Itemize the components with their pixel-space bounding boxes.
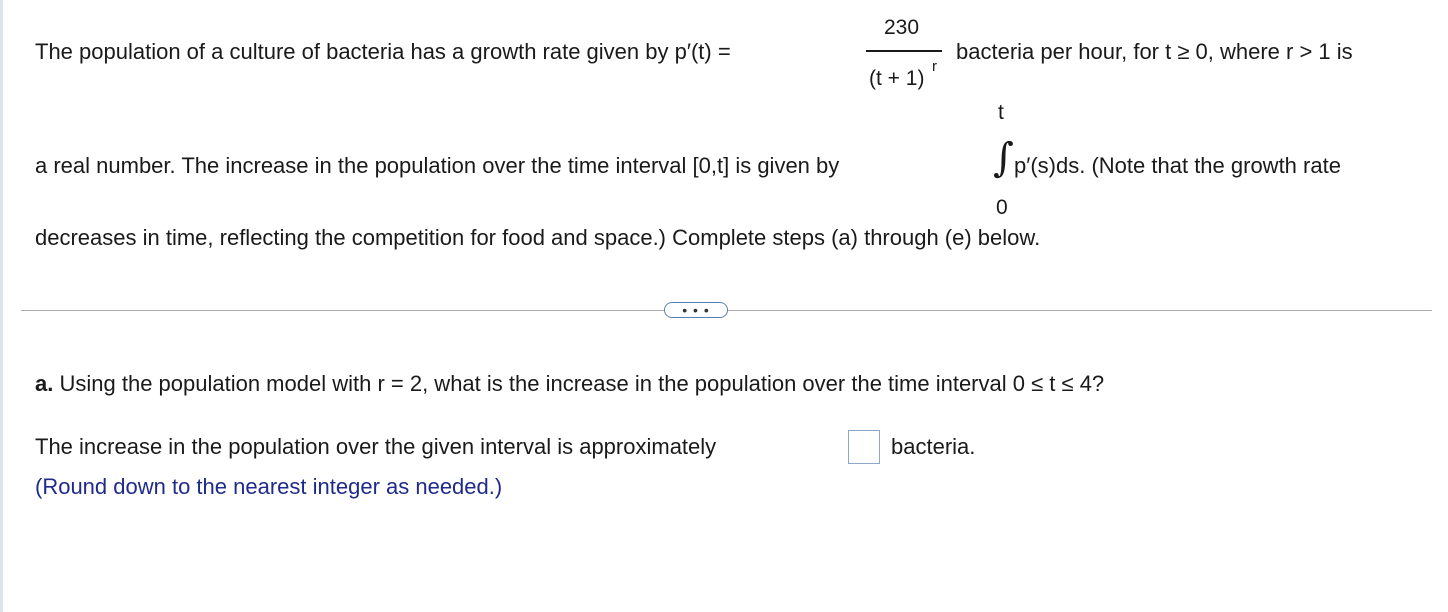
integral-upper-limit: t (998, 101, 1004, 124)
rounding-note: (Round down to the nearest integer as needed.) (35, 474, 503, 499)
fraction-denominator: (t + 1) (869, 67, 925, 90)
fraction-exponent: r (932, 58, 937, 75)
answer-input[interactable] (848, 430, 880, 464)
part-a-question-row (35, 371, 1104, 397)
integral-sign: ∫ (993, 135, 1014, 181)
integral-lower-limit: 0 (996, 196, 1008, 219)
intro-line2-prefix: a real number. The increase in the population over the time interval [0,t] is given by (35, 153, 840, 178)
intro-line1-prefix: The population of a culture of bacteria has a growth rate given by p′(t) = (35, 39, 731, 64)
ellipsis-icon: • • • (682, 302, 710, 318)
part-a-label: a. (35, 371, 54, 396)
intro-line3: decreases in time, reflecting the competition for food and space.) Complete steps (a) through (e) below. (35, 225, 1041, 250)
fraction-bar (866, 50, 942, 52)
integrand-text: p′(s)ds. (Note that the growth rate (1014, 153, 1341, 178)
answer-suffix: bacteria. (891, 434, 976, 459)
expand-ellipsis-button[interactable] (664, 302, 728, 318)
part-a-question: Using the population model with r = 2, what is the increase in the population over the time interval 0 ≤ t ≤ 4? (59, 371, 1105, 396)
intro-line1-suffix: bacteria per hour, for t ≥ 0, where r > 1 is (956, 39, 1353, 64)
fraction-numerator: 230 (884, 16, 920, 39)
answer-prefix: The increase in the population over the given interval is approximately (35, 434, 717, 459)
left-border (0, 0, 3, 612)
